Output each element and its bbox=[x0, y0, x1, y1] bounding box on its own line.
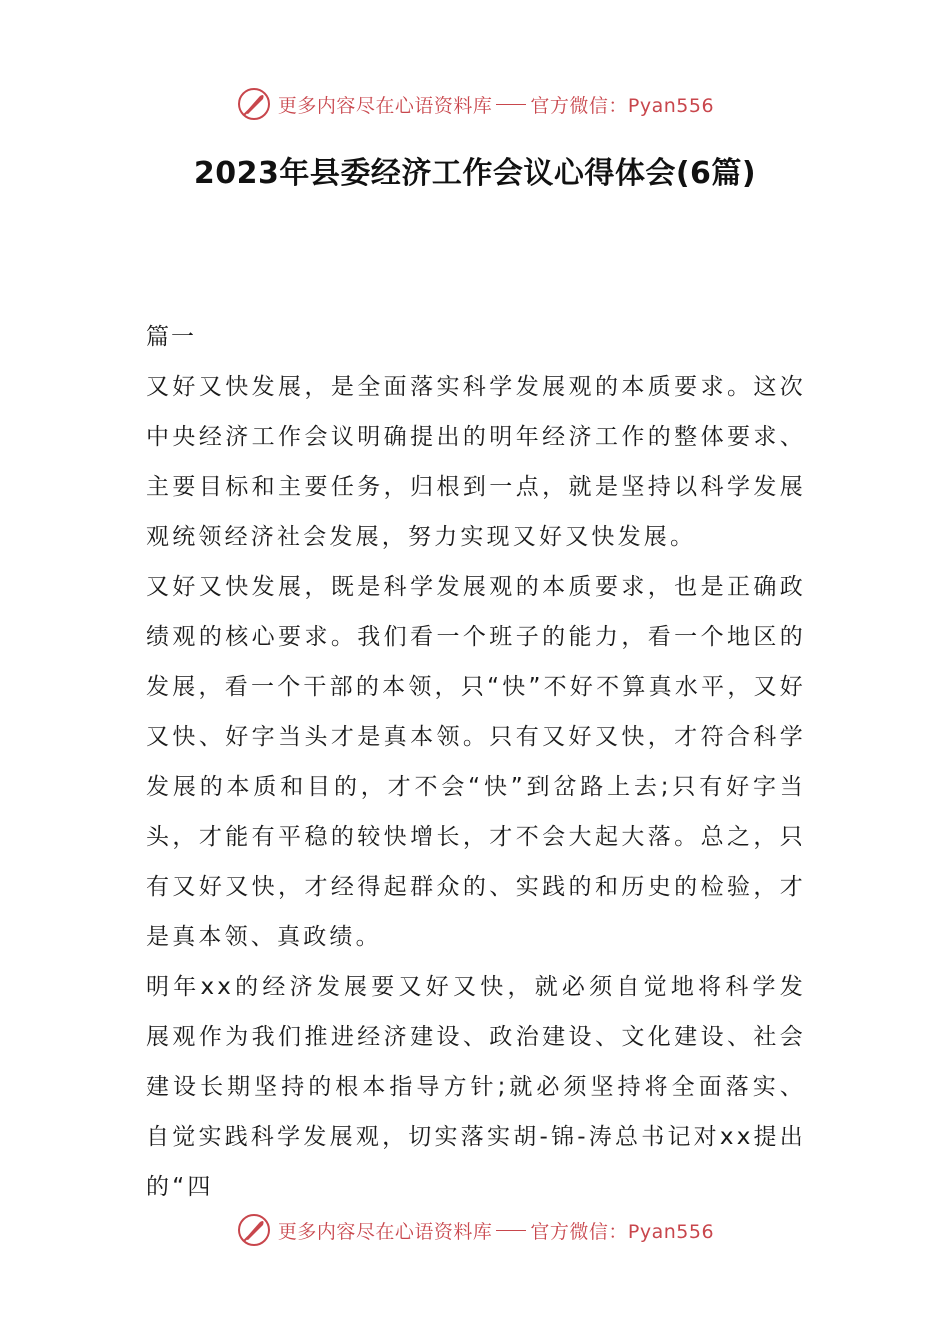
watermark-dash bbox=[496, 104, 526, 105]
watermark-dash bbox=[496, 1230, 526, 1231]
paragraph-1: 又好又快发展，是全面落实科学发展观的本质要求。这次中央经济工作会议明确提出的明年经济工作的整体要求、主要目标和主要任务，归根到一点，就是坚持以科学发展观统领经济社会发展，努力实现又好又快发展。 bbox=[146, 374, 806, 550]
watermark-wechat: 官方微信：Pyan556 bbox=[530, 1220, 715, 1243]
quill-logo-icon bbox=[236, 1212, 272, 1248]
document-body bbox=[146, 312, 806, 1212]
document-title: 2023年县委经济工作会议心得体会(6篇) bbox=[193, 156, 757, 191]
header-watermark bbox=[0, 84, 950, 124]
quill-logo-icon bbox=[236, 86, 272, 122]
watermark-text: 更多内容尽在心语资料库 bbox=[277, 94, 493, 117]
footer-watermark bbox=[0, 1210, 950, 1250]
section-label: 篇一 bbox=[146, 324, 196, 350]
watermark-wechat: 官方微信：Pyan556 bbox=[530, 94, 715, 117]
paragraph-3: 明年xx的经济发展要又好又快，就必须自觉地将科学发展观作为我们推进经济建设、政治建设、文化建设、社会建设长期坚持的根本指导方针;就必须坚持将全面落实、自觉实践科学发展观，切实落实胡-锦-涛总书记对xx提出的“四 bbox=[146, 974, 806, 1200]
watermark-text: 更多内容尽在心语资料库 bbox=[277, 1220, 493, 1243]
paragraph-2: 又好又快发展，既是科学发展观的本质要求，也是正确政绩观的核心要求。我们看一个班子的能力，看一个地区的发展，看一个干部的本领，只“快”不好不算真水平，又好又快、好字当头才是真本领。只有又好又快，才符合科学发展的本质和目的，才不会“快”到岔路上去;只有好字当头，才能有平稳的较快增长，才不会大起大落。总之，只有又好又快，才经得起群众的、实践的和历史的检验，才是真本领、真政绩。 bbox=[146, 574, 806, 950]
